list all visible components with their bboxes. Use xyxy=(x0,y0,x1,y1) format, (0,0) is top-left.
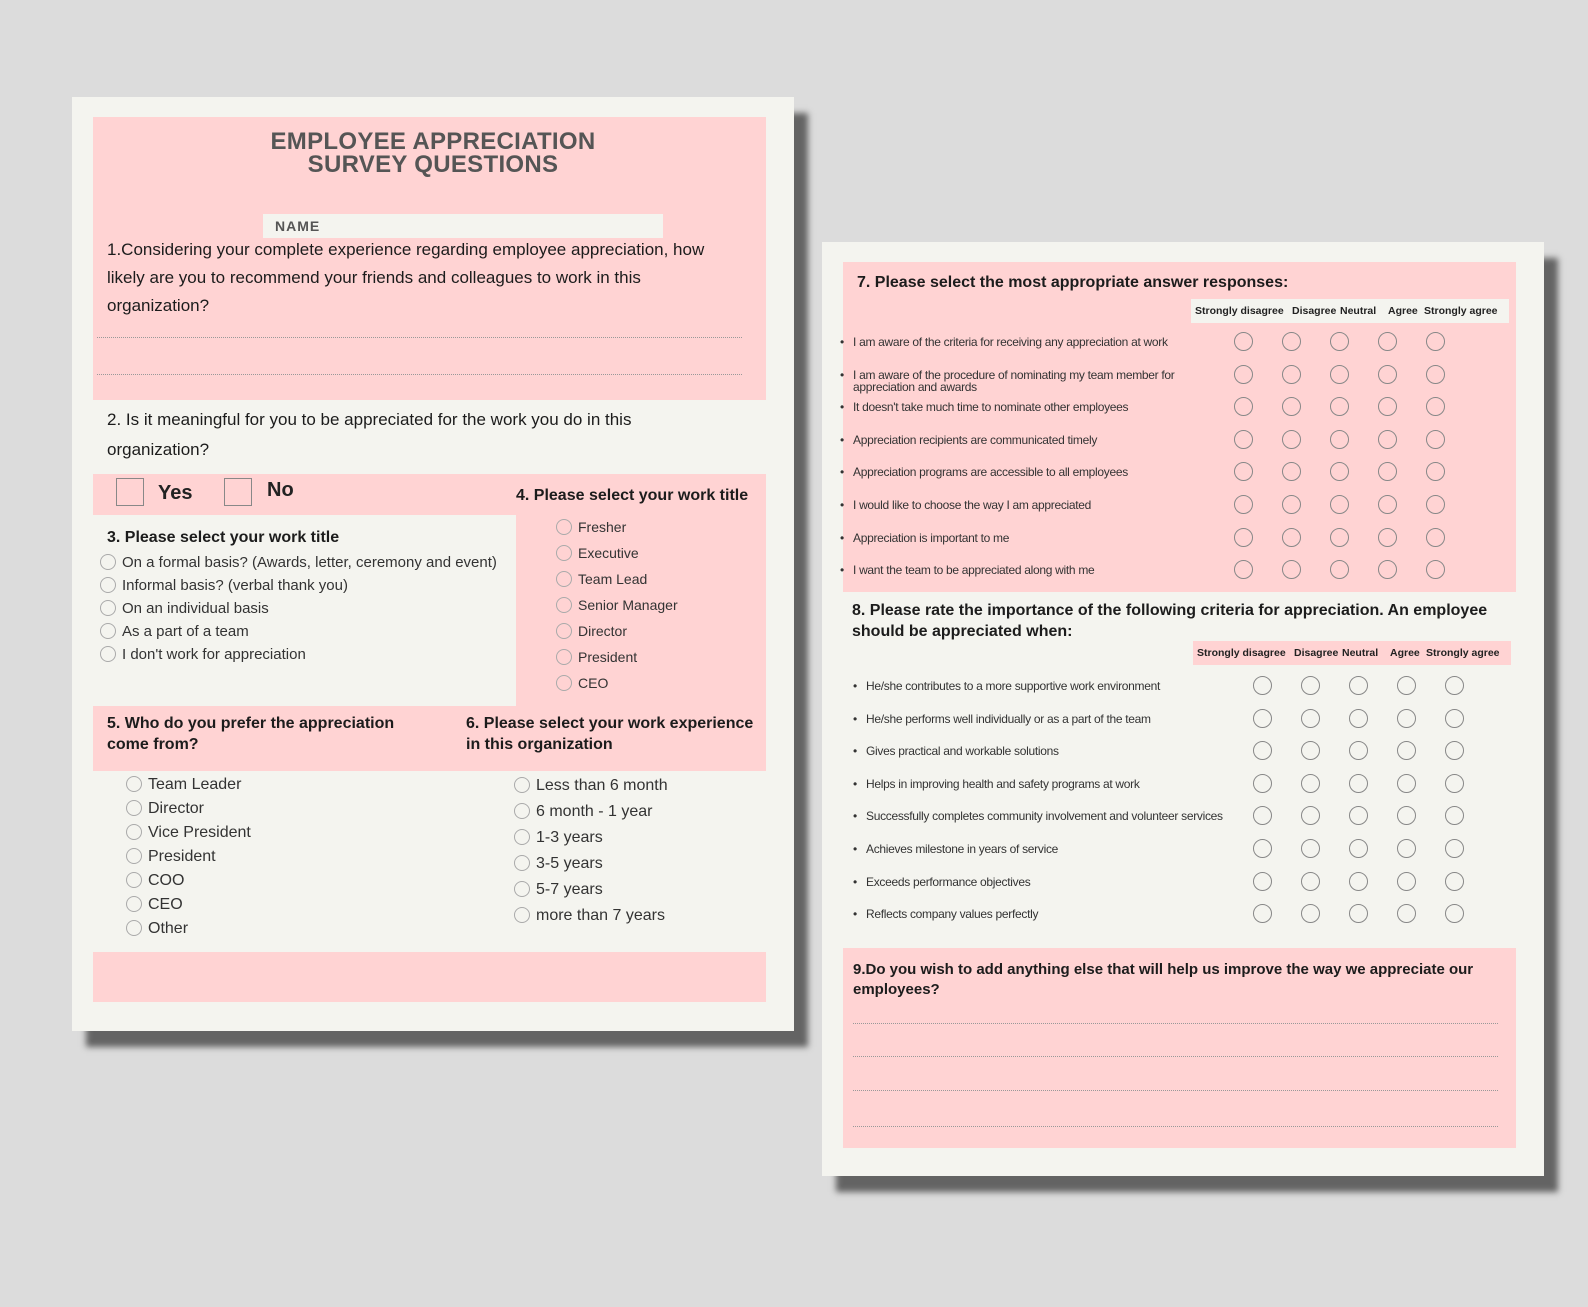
likert-radio[interactable] xyxy=(1378,495,1397,514)
q1-line-1: 1.Considering your complete experience regarding employee appreciation, how xyxy=(107,240,705,259)
likert-radio[interactable] xyxy=(1234,430,1253,449)
radio-button[interactable] xyxy=(514,855,530,871)
likert-row xyxy=(866,674,1546,708)
option-item[interactable] xyxy=(100,645,306,665)
answer-line[interactable] xyxy=(853,1056,1498,1057)
option-label: President xyxy=(148,848,216,865)
title-line-1: EMPLOYEE APPRECIATION xyxy=(270,128,596,155)
option-label: On a formal basis? (Awards, letter, ceremony and event) xyxy=(122,554,497,571)
likert-radio[interactable] xyxy=(1330,332,1349,351)
answer-line[interactable] xyxy=(97,337,742,338)
likert-row xyxy=(866,902,1546,936)
radio-button[interactable] xyxy=(100,577,116,593)
radio-button[interactable] xyxy=(100,554,116,570)
q6-title-line-1: 6. Please select your work experience xyxy=(466,715,754,732)
option-label: On an individual basis xyxy=(122,600,269,617)
likert-row xyxy=(866,772,1546,806)
option-item[interactable] xyxy=(100,553,497,573)
likert-radio[interactable] xyxy=(1330,462,1349,481)
likert-radio[interactable] xyxy=(1378,560,1397,579)
likert-radio[interactable] xyxy=(1282,528,1301,547)
likert-statement: • I am aware of the procedure of nominating my team member for appreciation and awards xyxy=(853,369,1188,393)
radio-button[interactable] xyxy=(100,623,116,639)
likert-radio[interactable] xyxy=(1397,904,1416,923)
option-item[interactable] xyxy=(556,569,647,589)
option-item[interactable] xyxy=(126,919,188,939)
option-label: Director xyxy=(148,800,205,817)
option-label: Senior Manager xyxy=(578,597,678,613)
likert-radio[interactable] xyxy=(1445,904,1464,923)
likert-radio[interactable] xyxy=(1445,872,1464,891)
page-title xyxy=(72,130,794,176)
no-checkbox[interactable] xyxy=(224,478,252,506)
q5-title-line-1: 5. Who do you prefer the appreciation xyxy=(107,715,395,732)
likert-row xyxy=(853,460,1533,494)
radio-button[interactable] xyxy=(556,675,572,691)
answer-line[interactable] xyxy=(853,1126,1498,1127)
option-item[interactable] xyxy=(514,880,603,900)
likert-statement: • Successfully completes community involvement and volunteer services xyxy=(866,810,1226,822)
likert-radio[interactable] xyxy=(1301,806,1320,825)
option-label: Vice President xyxy=(148,824,251,841)
likert-radio[interactable] xyxy=(1378,365,1397,384)
likert-radio[interactable] xyxy=(1330,528,1349,547)
likert-statement: • Exceeds performance objectives xyxy=(866,876,1226,888)
option-label: Informal basis? (verbal thank you) xyxy=(122,577,348,594)
likert-radio[interactable] xyxy=(1330,397,1349,416)
likert-row xyxy=(866,870,1546,904)
likert-radio[interactable] xyxy=(1253,676,1272,695)
q8-scale-header xyxy=(1193,641,1511,665)
radio-button[interactable] xyxy=(514,881,530,897)
likert-radio[interactable] xyxy=(1253,774,1272,793)
likert-radio[interactable] xyxy=(1349,774,1368,793)
likert-radio[interactable] xyxy=(1397,676,1416,695)
radio-button[interactable] xyxy=(556,571,572,587)
answer-line[interactable] xyxy=(97,374,742,375)
likert-radio[interactable] xyxy=(1378,528,1397,547)
q5-title-line-2: come from? xyxy=(107,736,199,753)
footer-panel xyxy=(93,952,766,1002)
option-item[interactable] xyxy=(126,823,251,843)
likert-radio[interactable] xyxy=(1445,709,1464,728)
likert-statement: • I want the team to be appreciated along with me xyxy=(853,564,1188,576)
scale-label: Strongly agree xyxy=(1426,647,1500,659)
q6-title-line-2: in this organization xyxy=(466,736,613,753)
q9-title-line-2: employees? xyxy=(853,981,940,998)
radio-button[interactable] xyxy=(556,519,572,535)
likert-radio[interactable] xyxy=(1301,904,1320,923)
likert-row xyxy=(853,558,1533,592)
option-label: Director xyxy=(578,623,628,639)
q9-panel xyxy=(843,948,1516,1148)
q1-line-3: organization? xyxy=(107,296,210,315)
likert-radio[interactable] xyxy=(1253,872,1272,891)
option-item[interactable] xyxy=(126,895,183,915)
likert-row xyxy=(866,739,1546,773)
option-item[interactable] xyxy=(514,828,603,848)
option-item[interactable] xyxy=(514,802,653,822)
radio-button[interactable] xyxy=(556,649,572,665)
radio-button[interactable] xyxy=(514,803,530,819)
q7-title: 7. Please select the most appropriate answer responses: xyxy=(857,274,1289,291)
likert-radio[interactable] xyxy=(1445,741,1464,760)
option-item[interactable] xyxy=(514,906,665,926)
answer-line[interactable] xyxy=(853,1023,1498,1024)
likert-radio[interactable] xyxy=(1397,774,1416,793)
option-label: more than 7 years xyxy=(536,907,665,924)
likert-radio[interactable] xyxy=(1234,462,1253,481)
likert-radio[interactable] xyxy=(1282,462,1301,481)
header-panel xyxy=(93,117,766,400)
likert-radio[interactable] xyxy=(1301,741,1320,760)
scale-label: Agree xyxy=(1388,305,1418,317)
likert-radio[interactable] xyxy=(1301,839,1320,858)
option-label: Executive xyxy=(578,545,639,561)
option-item[interactable] xyxy=(126,871,184,891)
option-label: CEO xyxy=(148,896,183,913)
option-item[interactable] xyxy=(556,517,626,537)
likert-radio[interactable] xyxy=(1349,904,1368,923)
q1-line-2: likely are you to recommend your friends and colleagues to work in this xyxy=(107,268,641,287)
likert-radio[interactable] xyxy=(1282,560,1301,579)
yes-checkbox[interactable] xyxy=(116,478,144,506)
likert-radio[interactable] xyxy=(1397,741,1416,760)
likert-radio[interactable] xyxy=(1378,332,1397,351)
likert-radio[interactable] xyxy=(1234,332,1253,351)
option-label: Team Leader xyxy=(148,776,242,793)
radio-button[interactable] xyxy=(100,600,116,616)
radio-button[interactable] xyxy=(514,829,530,845)
likert-radio[interactable] xyxy=(1282,495,1301,514)
radio-button[interactable] xyxy=(126,776,142,792)
option-item[interactable] xyxy=(556,543,639,563)
option-label: 3-5 years xyxy=(536,855,603,872)
likert-radio[interactable] xyxy=(1253,741,1272,760)
q8-title-line-2: should be appreciated when: xyxy=(852,623,1073,640)
likert-statement: • Appreciation is important to me xyxy=(853,532,1188,544)
likert-radio[interactable] xyxy=(1378,397,1397,416)
radio-button[interactable] xyxy=(514,777,530,793)
likert-statement: • Gives practical and workable solutions xyxy=(866,745,1226,757)
option-item[interactable] xyxy=(126,799,204,819)
option-item[interactable] xyxy=(100,622,249,642)
name-label: NAME xyxy=(275,218,321,234)
radio-button[interactable] xyxy=(126,920,142,936)
likert-radio[interactable] xyxy=(1378,430,1397,449)
likert-radio[interactable] xyxy=(1234,560,1253,579)
q2-line-2: organization? xyxy=(107,440,210,459)
radio-button[interactable] xyxy=(126,872,142,888)
option-item[interactable] xyxy=(100,599,269,619)
q4-title: 4. Please select your work title xyxy=(516,487,749,504)
likert-radio[interactable] xyxy=(1349,709,1368,728)
likert-radio[interactable] xyxy=(1330,430,1349,449)
q8-title-line-1: 8. Please rate the importance of the following criteria for appreciation. An employee xyxy=(852,602,1488,619)
likert-radio[interactable] xyxy=(1349,872,1368,891)
likert-radio[interactable] xyxy=(1426,560,1445,579)
likert-radio[interactable] xyxy=(1301,676,1320,695)
likert-radio[interactable] xyxy=(1426,365,1445,384)
likert-statement: • I am aware of the criteria for receiving any appreciation at work xyxy=(853,336,1188,348)
likert-radio[interactable] xyxy=(1330,495,1349,514)
likert-radio[interactable] xyxy=(1397,709,1416,728)
likert-row xyxy=(853,330,1533,364)
likert-radio[interactable] xyxy=(1234,495,1253,514)
title-line-2: SURVEY QUESTIONS xyxy=(307,151,559,178)
option-item[interactable] xyxy=(556,621,627,641)
likert-radio[interactable] xyxy=(1349,741,1368,760)
q8-title xyxy=(852,600,1487,642)
likert-radio[interactable] xyxy=(1426,462,1445,481)
likert-statement: • It doesn't take much time to nominate other employees xyxy=(853,401,1188,413)
radio-button[interactable] xyxy=(126,848,142,864)
option-label: 5-7 years xyxy=(536,881,603,898)
q9-title-line-1: 9.Do you wish to add anything else that will help us improve the way we appreciate our xyxy=(853,961,1474,978)
option-label: As a part of a team xyxy=(122,623,249,640)
likert-row xyxy=(853,428,1533,462)
scale-label: Neutral xyxy=(1340,305,1377,317)
likert-radio[interactable] xyxy=(1378,462,1397,481)
name-field[interactable] xyxy=(263,214,663,238)
option-item[interactable] xyxy=(514,776,668,796)
option-item[interactable] xyxy=(514,854,603,874)
radio-button[interactable] xyxy=(556,597,572,613)
likert-radio[interactable] xyxy=(1426,397,1445,416)
likert-row xyxy=(866,837,1546,871)
survey-page-2 xyxy=(822,242,1544,1176)
likert-radio[interactable] xyxy=(1445,774,1464,793)
likert-statement: • Helps in improving health and safety programs at work xyxy=(866,778,1226,790)
likert-radio[interactable] xyxy=(1253,904,1272,923)
likert-radio[interactable] xyxy=(1445,676,1464,695)
q6-title xyxy=(466,713,753,755)
q9-title xyxy=(853,960,1473,1000)
likert-radio[interactable] xyxy=(1282,397,1301,416)
question-1 xyxy=(107,236,704,320)
likert-radio[interactable] xyxy=(1253,806,1272,825)
likert-radio[interactable] xyxy=(1234,365,1253,384)
scale-label: Disagree xyxy=(1292,305,1337,317)
radio-button[interactable] xyxy=(100,646,116,662)
likert-radio[interactable] xyxy=(1397,806,1416,825)
likert-statement: • He/she contributes to a more supportive work environment xyxy=(866,680,1226,692)
option-label: CEO xyxy=(578,675,609,691)
likert-statement: • Appreciation programs are accessible to all employees xyxy=(853,466,1188,478)
no-label: No xyxy=(267,479,294,501)
likert-radio[interactable] xyxy=(1234,397,1253,416)
likert-radio[interactable] xyxy=(1349,806,1368,825)
scale-label: Neutral xyxy=(1342,647,1379,659)
option-item[interactable] xyxy=(126,775,241,795)
option-label: Less than 6 month xyxy=(536,777,668,794)
option-item[interactable] xyxy=(556,647,637,667)
option-item[interactable] xyxy=(556,673,608,693)
likert-radio[interactable] xyxy=(1426,528,1445,547)
likert-row xyxy=(853,363,1533,397)
likert-statement: • He/she performs well individually or as a part of the team xyxy=(866,713,1226,725)
likert-radio[interactable] xyxy=(1349,839,1368,858)
radio-button[interactable] xyxy=(556,545,572,561)
yes-label: Yes xyxy=(158,482,193,504)
option-label: President xyxy=(578,649,638,665)
likert-radio[interactable] xyxy=(1301,872,1320,891)
q2-line-1: 2. Is it meaningful for you to be appreciated for the work you do in this xyxy=(107,410,632,429)
likert-radio[interactable] xyxy=(1301,709,1320,728)
likert-statement: • Reflects company values perfectly xyxy=(866,908,1226,920)
radio-button[interactable] xyxy=(126,896,142,912)
scale-label: Strongly agree xyxy=(1424,305,1498,317)
likert-row xyxy=(853,395,1533,429)
likert-radio[interactable] xyxy=(1253,839,1272,858)
likert-row xyxy=(853,493,1533,527)
survey-page-1 xyxy=(72,97,794,1031)
radio-button[interactable] xyxy=(556,623,572,639)
option-item[interactable] xyxy=(100,576,348,596)
likert-radio[interactable] xyxy=(1282,430,1301,449)
likert-radio[interactable] xyxy=(1445,839,1464,858)
option-label: Team Lead xyxy=(578,571,648,587)
likert-row xyxy=(866,707,1546,741)
likert-radio[interactable] xyxy=(1234,528,1253,547)
option-label: COO xyxy=(148,872,185,889)
option-label: Fresher xyxy=(578,519,627,535)
radio-button[interactable] xyxy=(126,800,142,816)
likert-radio[interactable] xyxy=(1445,806,1464,825)
likert-radio[interactable] xyxy=(1426,495,1445,514)
option-label: 1-3 years xyxy=(536,829,603,846)
q5-title xyxy=(107,713,394,755)
q7-scale-header xyxy=(1191,299,1509,323)
scale-label: Strongly disagree xyxy=(1195,305,1284,317)
option-label: I don't work for appreciation xyxy=(122,646,306,663)
likert-radio[interactable] xyxy=(1426,332,1445,351)
answer-line[interactable] xyxy=(853,1090,1498,1091)
scale-label: Agree xyxy=(1390,647,1420,659)
likert-radio[interactable] xyxy=(1397,872,1416,891)
likert-statement: • Appreciation recipients are communicated timely xyxy=(853,434,1188,446)
likert-radio[interactable] xyxy=(1330,365,1349,384)
q4-panel xyxy=(516,474,766,706)
scale-label: Disagree xyxy=(1294,647,1339,659)
likert-statement: • Achieves milestone in years of service xyxy=(866,843,1226,855)
likert-row xyxy=(866,804,1546,838)
scale-label: Strongly disagree xyxy=(1197,647,1286,659)
likert-radio[interactable] xyxy=(1397,839,1416,858)
radio-button[interactable] xyxy=(126,824,142,840)
likert-radio[interactable] xyxy=(1282,332,1301,351)
question-2 xyxy=(107,405,631,465)
option-item[interactable] xyxy=(556,595,678,615)
likert-radio[interactable] xyxy=(1282,365,1301,384)
q3-title: 3. Please select your work title xyxy=(107,529,340,546)
likert-radio[interactable] xyxy=(1349,676,1368,695)
option-label: 6 month - 1 year xyxy=(536,803,653,820)
likert-radio[interactable] xyxy=(1301,774,1320,793)
radio-button[interactable] xyxy=(514,907,530,923)
likert-statement: • I would like to choose the way I am appreciated xyxy=(853,499,1188,511)
likert-radio[interactable] xyxy=(1426,430,1445,449)
likert-row xyxy=(853,526,1533,560)
option-item[interactable] xyxy=(126,847,216,867)
likert-radio[interactable] xyxy=(1330,560,1349,579)
option-label: Other xyxy=(148,920,189,937)
likert-radio[interactable] xyxy=(1253,709,1272,728)
